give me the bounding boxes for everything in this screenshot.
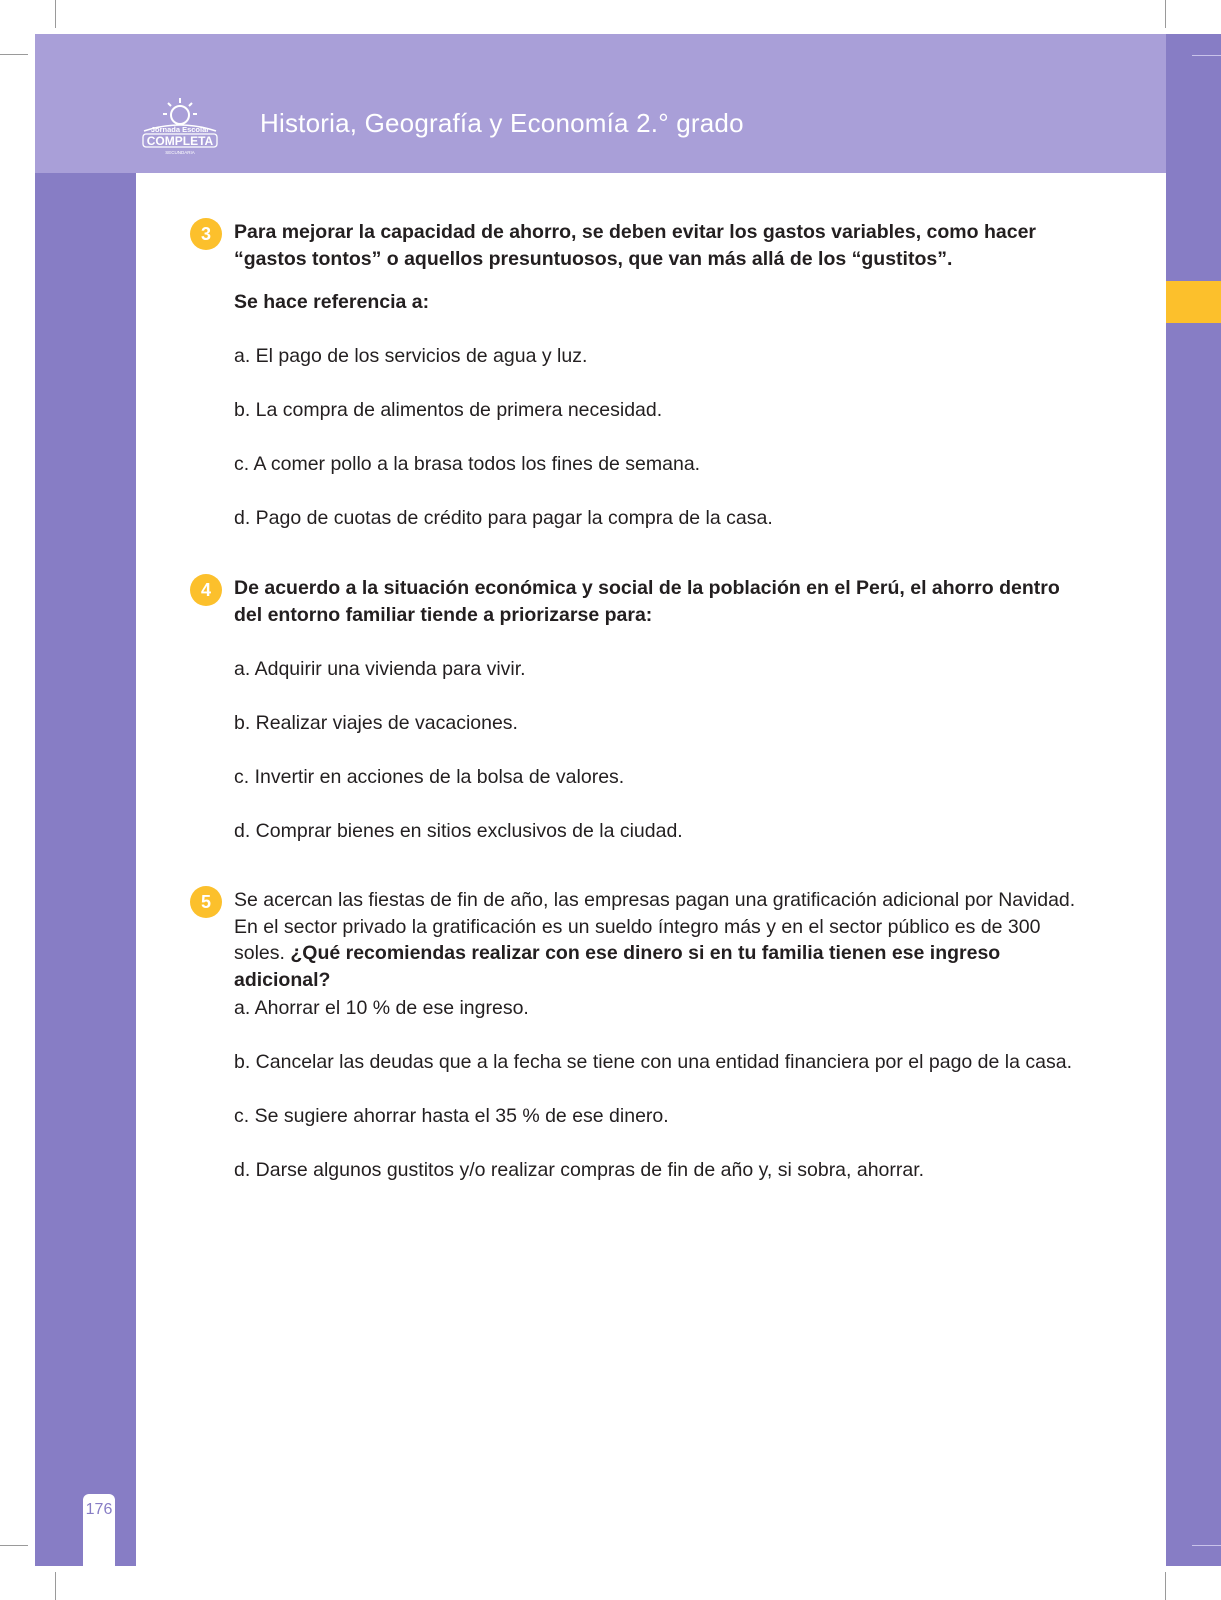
answer-option: b. La compra de alimentos de primera necesidad. <box>234 399 663 421</box>
logo-line2: COMPLETA <box>146 134 214 148</box>
page-title: Historia, Geografía y Economía 2.° grado <box>260 108 744 138</box>
answer-option: a. El pago de los servicios de agua y luz. <box>234 345 588 367</box>
left-sidebar <box>35 173 136 1566</box>
logo-line1: Jornada Escolar <box>150 125 210 134</box>
answer-option: c. A comer pollo a la brasa todos los fines de semana. <box>234 453 701 475</box>
crop-mark <box>1165 1572 1166 1600</box>
question-number-badge: 3 <box>190 218 222 250</box>
answer-option: a. Ahorrar el 10 % de ese ingreso. <box>234 997 529 1019</box>
answer-option: d. Comprar bienes en sitios exclusivos de la ciudad. <box>234 820 683 842</box>
answer-option: b. Cancelar las deudas que a la fecha se tiene con una entidad financiera por el pago de la casa. <box>234 1051 1072 1073</box>
crop-mark <box>55 0 56 28</box>
page-number: 176 <box>85 1501 113 1518</box>
question-prompt: De acuerdo a la situación económica y social de la población en el Perú, el ahorro dentro del entorno familiar tiende a priorizarse para: <box>234 577 1060 626</box>
crop-mark <box>0 54 28 55</box>
question-context-text: Se acercan las fiestas de fin de año, las empresas pagan una gratificación adicional por Navidad. En el sector privado la gratificación es un sueldo íntegro más y en el sector público es de 300 soles. <box>234 889 1076 964</box>
question-prompt: ¿Qué recomiendas realizar con ese dinero si en tu familia tienen ese ingreso adicional? <box>234 942 1001 991</box>
question-context <box>234 887 1084 993</box>
answer-option: d. Pago de cuotas de crédito para pagar la compra de la casa. <box>234 507 773 529</box>
question-number-badge: 4 <box>190 574 222 606</box>
chapter-tab <box>1166 281 1221 323</box>
answer-option: c. Invertir en acciones de la bolsa de valores. <box>234 766 625 788</box>
sidebar-line <box>1192 1545 1221 1546</box>
sidebar-line <box>1192 55 1221 56</box>
answer-option: a. Adquirir una vivienda para vivir. <box>234 658 526 680</box>
logo-line3: SECUNDARIA <box>165 150 195 155</box>
answer-option: c. Se sugiere ahorrar hasta el 35 % de ese dinero. <box>234 1105 669 1127</box>
right-sidebar <box>1166 34 1221 1566</box>
answer-option: b. Realizar viajes de vacaciones. <box>234 712 518 734</box>
crop-mark <box>1165 0 1166 28</box>
crop-mark <box>0 1545 28 1546</box>
jornada-escolar-logo <box>140 95 220 157</box>
question-number-badge: 5 <box>190 886 222 918</box>
question-subprompt: Se hace referencia a: <box>234 291 430 313</box>
crop-mark <box>55 1572 56 1600</box>
question-prompt: Para mejorar la capacidad de ahorro, se deben evitar los gastos variables, como hacer “gastos tontos” o aquellos presuntuosos, que van más allá de los “gustitos”. <box>234 221 1037 270</box>
answer-option: d. Darse algunos gustitos y/o realizar compras de fin de año y, si sobra, ahorrar. <box>234 1159 925 1181</box>
